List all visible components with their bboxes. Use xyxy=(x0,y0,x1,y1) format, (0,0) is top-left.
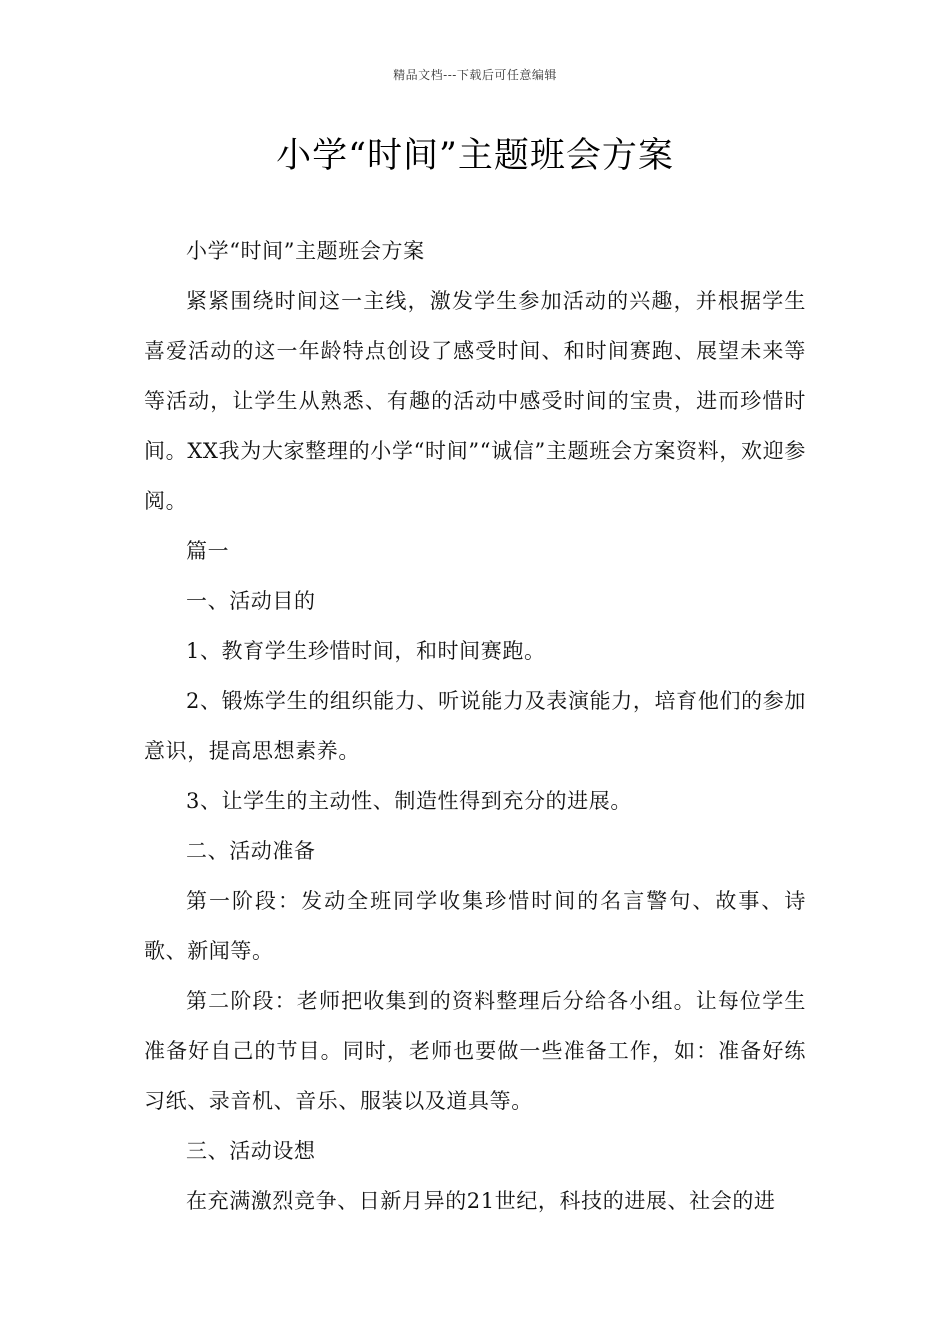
document-title: 小学“时间”主题班会方案 xyxy=(276,136,674,176)
purpose-item-1: 1、教育学生珍惜时间，和时间赛跑。 xyxy=(186,639,546,663)
preparation-stage-2: 第二阶段：老师把收集到的资料整理后分给各小组。让每位学生准备好自己的节目。同时，老师也要做一些准备工作，如：准备好练习纸、录音机、音乐、服装以及道具等。 xyxy=(144,989,806,1113)
header-note: 精品文档---下载后可任意编辑 xyxy=(393,68,557,82)
document-body xyxy=(144,226,806,1226)
paragraph-intro: 紧紧围绕时间这一主线，激发学生参加活动的兴趣，并根据学生喜爱活动的这一年龄特点创设了感受时间、和时间赛跑、展望未来等等活动，让学生从熟悉、有趣的活动中感受时间的宝贵，进而珍惜时间。XX我为大家整理的小学“时间”“诚信”主题班会方案资料，欢迎参阅。 xyxy=(144,289,806,513)
section-heading-plan: 三、活动设想 xyxy=(186,1139,316,1163)
purpose-item-3: 3、让学生的主动性、制造性得到充分的进展。 xyxy=(186,789,632,813)
purpose-item-2: 2、锻炼学生的组织能力、听说能力及表演能力，培育他们的参加意识，提高思想素养。 xyxy=(144,689,806,763)
plan-paragraph: 在充满激烈竞争、日新月异的21世纪，科技的进展、社会的进 xyxy=(186,1189,776,1213)
section-heading-part-one: 篇一 xyxy=(186,539,230,563)
preparation-stage-1: 第一阶段：发动全班同学收集珍惜时间的名言警句、故事、诗歌、新闻等。 xyxy=(144,889,806,963)
paragraph-subtitle: 小学“时间”主题班会方案 xyxy=(186,239,425,263)
section-heading-purpose: 一、活动目的 xyxy=(186,589,316,613)
section-heading-preparation: 二、活动准备 xyxy=(186,839,316,863)
